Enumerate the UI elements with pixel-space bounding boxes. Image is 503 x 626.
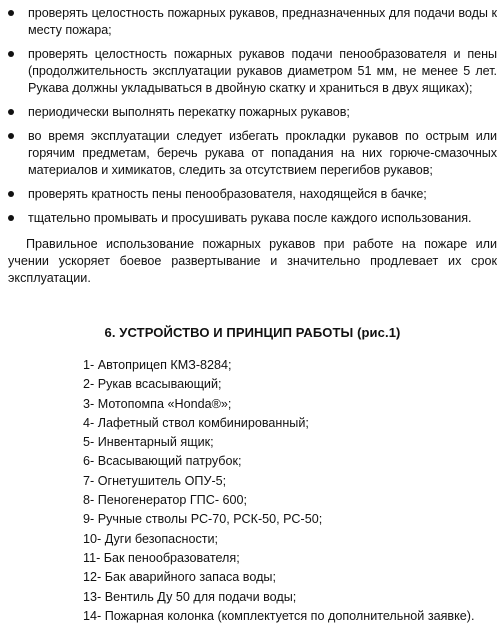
bullet-dot-icon — [8, 191, 14, 197]
bullet-dot-icon — [8, 133, 14, 139]
bullet-text: проверять целостность пожарных рукавов подачи пенообразователя и пены (продолжительность эксплуатации рукавов диаметром 51 мм, не менее 5 лет. Рукава должны укладываться в двойную скатку и храниться в двух ящиках); — [28, 47, 497, 95]
part-item: 11- Бак пенообразователя; — [83, 550, 240, 565]
bullet-dot-icon — [8, 10, 14, 16]
bullet-text: тщательно промывать и просушивать рукава после каждого использования. — [28, 211, 472, 225]
part-item: 2- Рукав всасывающий; — [83, 377, 222, 392]
part-item: 5- Инвентарный ящик; — [83, 435, 214, 450]
bullet-item — [8, 104, 497, 121]
part-item: 12- Бак аварийного запаса воды; — [83, 570, 276, 585]
bullet-text: проверять кратность пены пенообразователя, находящейся в бачке; — [28, 187, 427, 201]
part-item: 13- Вентиль Ду 50 для подачи воды; — [83, 589, 297, 604]
part-item: 8- Пеногенератор ГПС- 600; — [83, 493, 248, 508]
usage-paragraph: Правильное использование пожарных рукавов при работе на пожаре или учении ускоряет боевое развертывание и значительно продлевает их срок эксплуатации. — [8, 237, 497, 285]
parts-list — [8, 356, 497, 626]
part-item: 10- Дуги безопасности; — [83, 531, 219, 546]
part-item: 9- Ручные стволы РС-70, РСК-50, РС-50; — [83, 512, 323, 527]
bullet-item — [8, 210, 497, 227]
bullet-text: проверять целостность пожарных рукавов, предназначенных для подачи воды к месту пожара; — [28, 6, 497, 37]
part-item: 3- Мотопомпа «Honda®»; — [83, 396, 232, 411]
part-item: 4- Лафетный ствол комбинированный; — [83, 415, 309, 430]
bullet-item — [8, 46, 497, 97]
bullet-dot-icon — [8, 215, 14, 221]
bullet-item — [8, 128, 497, 179]
bullet-item — [8, 5, 497, 39]
maintenance-bullet-list — [8, 5, 497, 227]
part-item: 14- Пожарная колонка (комплектуется по дополнительной заявке). — [83, 608, 475, 623]
bullet-text: во время эксплуатации следует избегать прокладки рукавов по острым или горячим предметам, беречь рукава от попадания на них горюче-смазочных материалов и химикатов, следить за отсутствием перегибов рукавов; — [28, 129, 497, 177]
bullet-dot-icon — [8, 51, 14, 57]
bullet-item — [8, 186, 497, 203]
bullet-dot-icon — [8, 109, 14, 115]
part-item: 6- Всасывающий патрубок; — [83, 454, 242, 469]
section-title: 6. УСТРОЙСТВО И ПРИНЦИП РАБОТЫ (рис.1) — [104, 325, 401, 340]
part-item: 7- Огнетушитель ОПУ-5; — [83, 473, 227, 488]
part-item: 1- Автоприцеп КМЗ-8284; — [83, 358, 232, 372]
bullet-text: периодически выполнять перекатку пожарных рукавов; — [28, 105, 350, 119]
